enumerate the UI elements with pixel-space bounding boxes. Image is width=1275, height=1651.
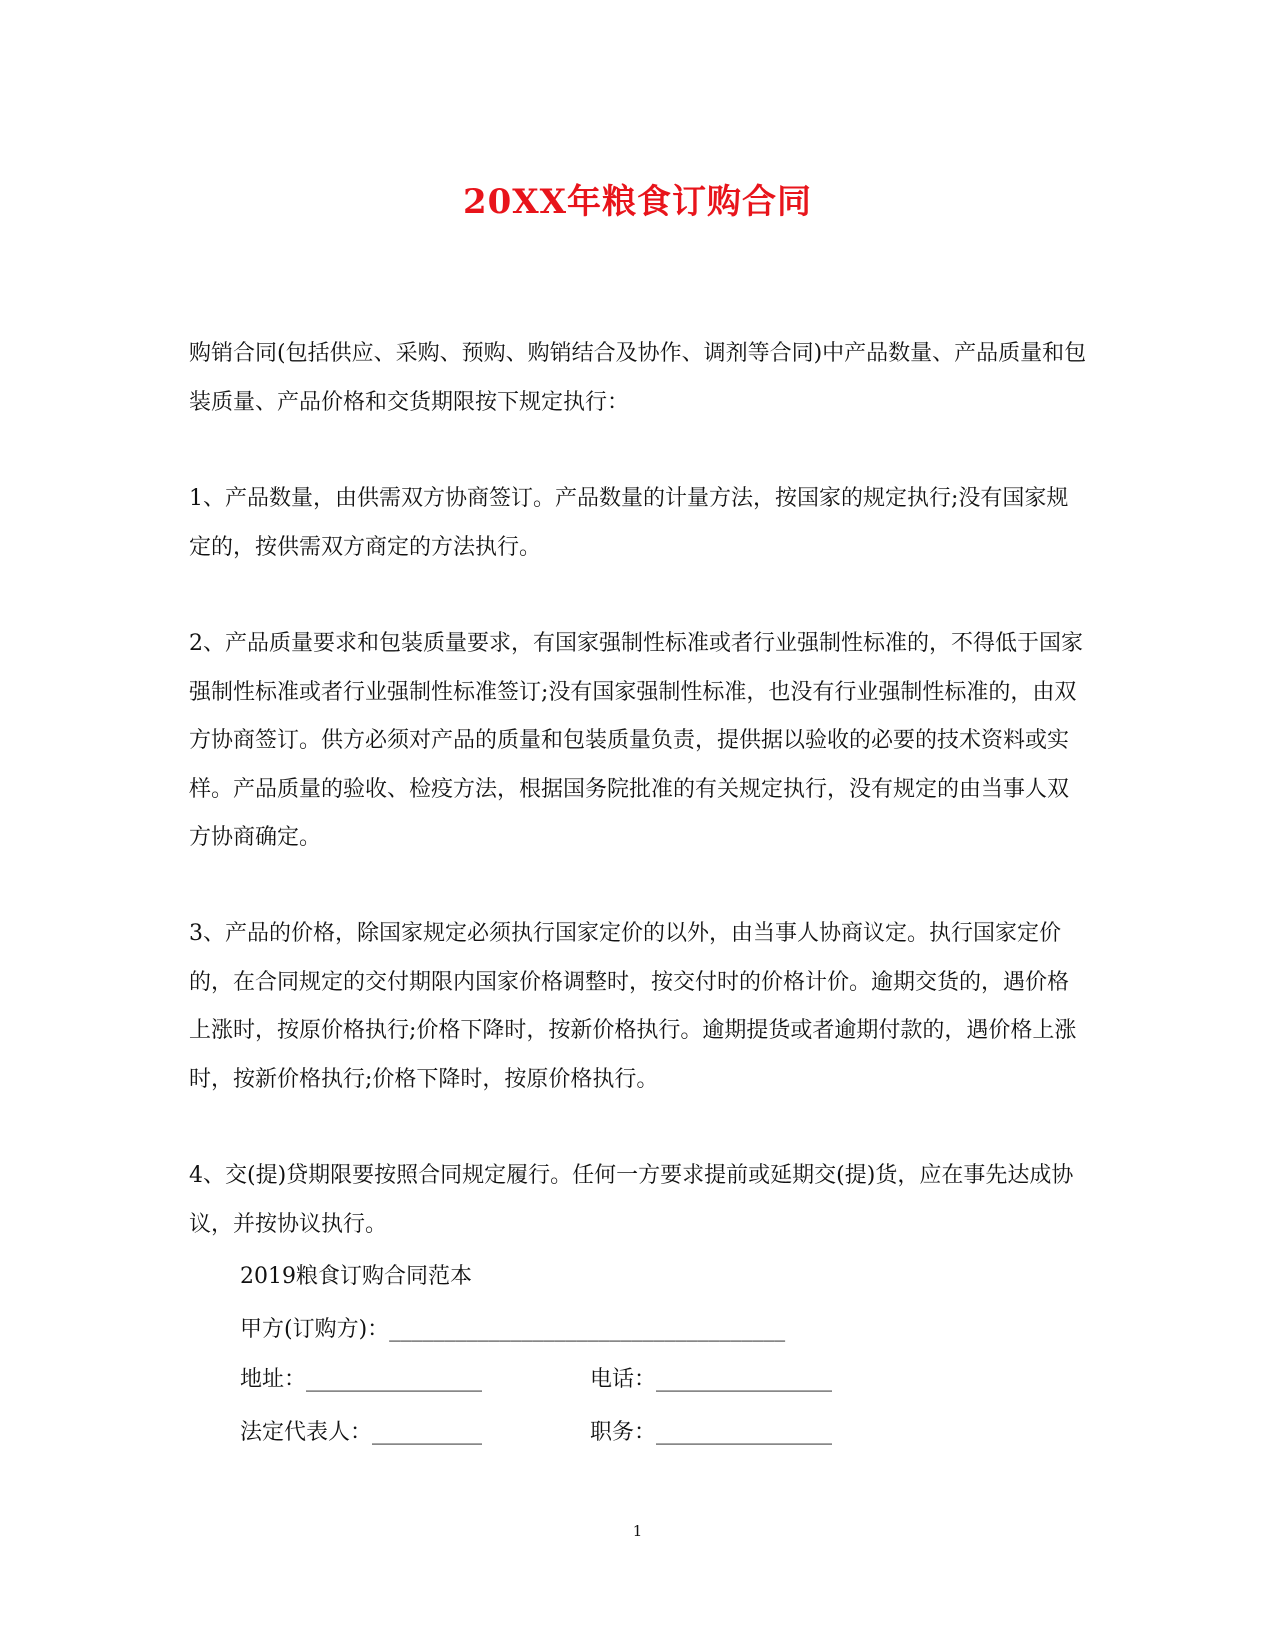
party-a-field: 甲方(订购方)：____________________________________ [240,1317,786,1342]
clause-3-paragraph [189,910,1089,1104]
legal-representative-field: 法定代表人：__________ [240,1420,483,1445]
clause-1-paragraph [189,475,1089,572]
phone-field: 电话：________________ [590,1367,833,1392]
clause-4-paragraph [189,1152,1089,1249]
address-field: 地址：________________ [240,1367,483,1392]
template-title: 2019粮食订购合同范本 [240,1264,472,1289]
page-number: 1 [632,1522,643,1540]
intro-paragraph [189,330,1089,427]
paragraph-text: 3、产品的价格，除国家规定必须执行国家定价的以外，由当事人协商议定。执行国家定价的，在合同规定的交付期限内国家价格调整时，按交付时的价格计价。逾期交货的，遇价格上涨时，按原价格执行;价格下降时，按新价格执行。逾期提货或者逾期付款的，遇价格上涨时，按新价格执行;价格下降时，按原价格执行。 [189,921,1077,1092]
position-field: 职务：________________ [590,1420,833,1445]
clause-2-paragraph [189,620,1089,863]
paragraph-text: 购销合同(包括供应、采购、预购、购销结合及协作、调剂等合同)中产品数量、产品质量和包装质量、产品价格和交货期限按下规定执行： [189,341,1087,415]
document-title: 20XX年粮食订购合同 [462,182,813,222]
paragraph-text: 4、交(提)贷期限要按照合同规定履行。任何一方要求提前或延期交(提)货，应在事先达成协议，并按协议执行。 [189,1163,1074,1237]
paragraph-text: 1、产品数量，由供需双方协商签订。产品数量的计量方法，按国家的规定执行;没有国家规定的，按供需双方商定的方法执行。 [189,486,1069,560]
paragraph-text: 2、产品质量要求和包装质量要求，有国家强制性标准或者行业强制性标准的，不得低于国家强制性标准或者行业强制性标准签订;没有国家强制性标准，也没有行业强制性标准的，由双方协商签订。供方必须对产品的质量和包装质量负责，提供据以验收的必要的技术资料或实样。产品质量的验收、检疫方法，根据国务院批准的有关规定执行，没有规定的由当事人双方协商确定。 [189,631,1084,850]
